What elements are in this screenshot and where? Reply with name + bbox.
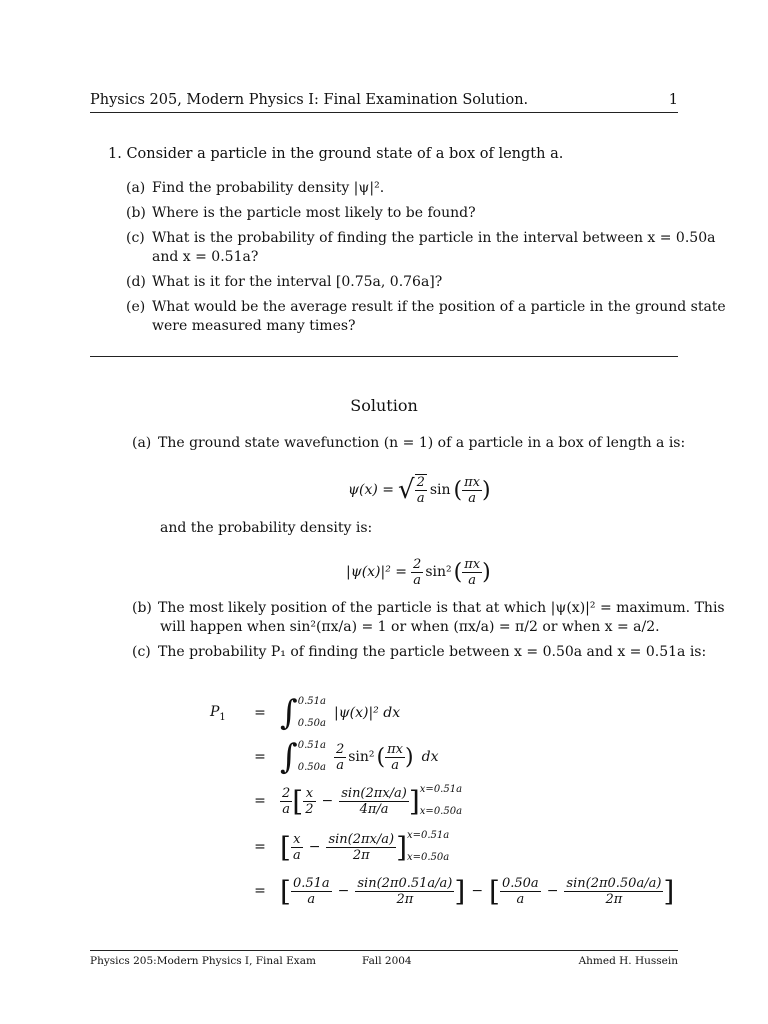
part-text: What would be the average result if the position of a particle in the ground state — [152, 299, 726, 315]
fraction-sin050-over-2pi: $\frac{\sin(2\pi 0.50a/a)}{2\pi}$ — [566, 875, 662, 907]
derivation-line-5 — [210, 868, 674, 914]
part-label: (b) — [126, 205, 146, 221]
part-label: (d) — [126, 274, 146, 290]
fraction-pix-over-a: $\frac{\pi x}{a}$ — [387, 741, 404, 773]
footer-center: Fall 2004 — [362, 955, 412, 967]
solution-b-line1 — [132, 598, 725, 619]
bracket-close: ] — [408, 784, 420, 818]
sin-function: sin — [429, 482, 451, 498]
paren-close: ) — [482, 477, 491, 503]
fraction-pix-over-a: $\frac{\pi x}{a}$ — [464, 556, 481, 588]
bracket-open: [ — [292, 784, 304, 818]
part-text: Where is the particle most likely to be found? — [152, 205, 476, 221]
minus-sign: − — [337, 883, 350, 899]
footer-rule — [90, 950, 678, 951]
page-number: 1 — [668, 92, 678, 108]
sqrt-sign: √ — [397, 475, 415, 505]
minus-sign: − — [546, 883, 559, 899]
bracket-close: ] — [454, 874, 466, 908]
footer-left: Physics 205:Modern Physics I, Final Exam — [90, 955, 316, 967]
part-text: Find the probability density |ψ|². — [152, 180, 385, 196]
differential: dx — [421, 749, 439, 765]
solution-title: Solution — [350, 396, 418, 415]
part-label: (c) — [126, 230, 145, 246]
problem-part-e-cont: were measured many times? — [152, 318, 356, 334]
paren-close: ) — [405, 744, 414, 770]
minus-sign: − — [471, 883, 484, 899]
problem-part-e — [126, 297, 726, 318]
equals-sign: = — [254, 839, 266, 855]
bracket-close: ] — [396, 830, 407, 864]
solution-b-line2: will happen when sin²(πx/a) = 1 or when (πx/a) = π/2 or when x = a/2. — [160, 619, 660, 635]
equation-lhs: |ψ(x)|² = — [346, 564, 408, 580]
integral-limits: 0.51a 0.50a — [297, 696, 326, 729]
problem-part-c — [126, 228, 715, 249]
solution-c-line — [132, 642, 706, 663]
solution-a-mid: and the probability density is: — [160, 520, 373, 536]
part-label: (c) — [132, 644, 151, 660]
equation-density — [346, 554, 491, 590]
equals-sign: = — [254, 793, 266, 809]
evaluation-limits: x=0.51a x=0.50a — [407, 830, 450, 863]
solution-text: The most likely position of the particle is that at which |ψ(x)|² = maximum. This — [158, 600, 725, 616]
bracket-open: [ — [489, 874, 500, 908]
problem-part-b — [126, 203, 476, 224]
running-header-title: Physics 205, Modern Physics I: Final Examination Solution. — [90, 92, 529, 108]
evaluation-limits: x=0.51a x=0.50a — [419, 784, 463, 817]
fraction-050a-over-a: $\frac{0.50a}{a}$ — [501, 875, 539, 907]
fraction-x-over-a: $\frac{x}{a}$ — [292, 831, 301, 863]
part-text: What is the probability of finding the particle in the interval between x = 0.50a — [152, 230, 716, 246]
integral-sign: ∫ — [280, 693, 298, 733]
part-label: (b) — [132, 600, 152, 616]
problem-statement — [108, 146, 563, 162]
part-label: (e) — [126, 299, 146, 315]
fraction-sin051-over-2pi: $\frac{\sin(2\pi 0.51a/a)}{2\pi}$ — [357, 875, 453, 907]
integral-limits: 0.51a 0.50a — [297, 740, 326, 773]
derivation-line-2 — [210, 734, 438, 780]
bracket-open: [ — [280, 830, 291, 864]
fraction-051a-over-a: $\frac{0.51a}{a}$ — [292, 875, 330, 907]
header-rule — [90, 112, 678, 113]
solution-text: The ground state wavefunction (n = 1) of a particle in a box of length a is: — [158, 435, 686, 451]
solution-text: The probability P₁ of finding the particle between x = 0.50a and x = 0.51a is: — [158, 644, 707, 660]
integral-sign: ∫ — [280, 737, 298, 777]
minus-sign: − — [321, 793, 334, 809]
footer-right: Ahmed H. Hussein — [578, 955, 678, 967]
bracket-close: ] — [663, 874, 675, 908]
sin-squared-function: sin² — [425, 564, 452, 580]
equation-lhs: ψ(x) = — [348, 482, 394, 498]
equals-sign: = — [254, 749, 266, 765]
problem-part-d — [126, 272, 442, 293]
solution-a-intro — [132, 433, 685, 454]
fraction-2-over-a: $\frac{2}{a}$ — [282, 785, 291, 817]
minus-sign: − — [308, 839, 321, 855]
paren-open: ( — [453, 477, 463, 503]
problem-number: 1. — [108, 146, 122, 162]
equals-sign: = — [254, 883, 266, 899]
integrand: |ψ(x)|² dx — [333, 705, 401, 721]
equation-wavefunction — [348, 472, 491, 508]
fraction-2-over-a: $\frac{2}{a}$ — [416, 475, 425, 506]
bracket-open: [ — [280, 874, 291, 908]
paren-open: ( — [376, 744, 386, 770]
fraction-sin-over-4pi: $\frac{\sin(2\pi x/a)}{4\pi/a}$ — [341, 785, 407, 817]
derivation-line-4 — [210, 824, 449, 870]
sin-squared-function: sin² — [348, 749, 375, 765]
part-label: (a) — [132, 435, 152, 451]
paren-close: ) — [482, 559, 491, 585]
fraction-sin-over-2pi: $\frac{\sin(2\pi x/a)}{2\pi}$ — [328, 831, 395, 863]
derivation-line-1 — [210, 690, 400, 736]
problem-part-a — [126, 178, 384, 199]
fraction-2-over-a: $\frac{2}{a}$ — [413, 556, 422, 588]
part-text: What is it for the interval [0.75a, 0.76a]? — [152, 274, 443, 290]
p1-symbol: $P_1$ — [210, 703, 226, 723]
equals-sign: = — [254, 705, 266, 721]
problem-text: Consider a particle in the ground state of a box of length a. — [126, 146, 564, 162]
fraction-pix-over-a: $\frac{\pi x}{a}$ — [464, 474, 481, 506]
fraction-x-over-2: $\frac{x}{2}$ — [305, 785, 314, 817]
part-label: (a) — [126, 180, 146, 196]
paren-open: ( — [453, 559, 463, 585]
problem-part-c-cont: and x = 0.51a? — [152, 249, 259, 265]
section-rule — [90, 356, 678, 357]
fraction-2-over-a: $\frac{2}{a}$ — [335, 741, 345, 773]
derivation-line-3 — [210, 778, 462, 824]
